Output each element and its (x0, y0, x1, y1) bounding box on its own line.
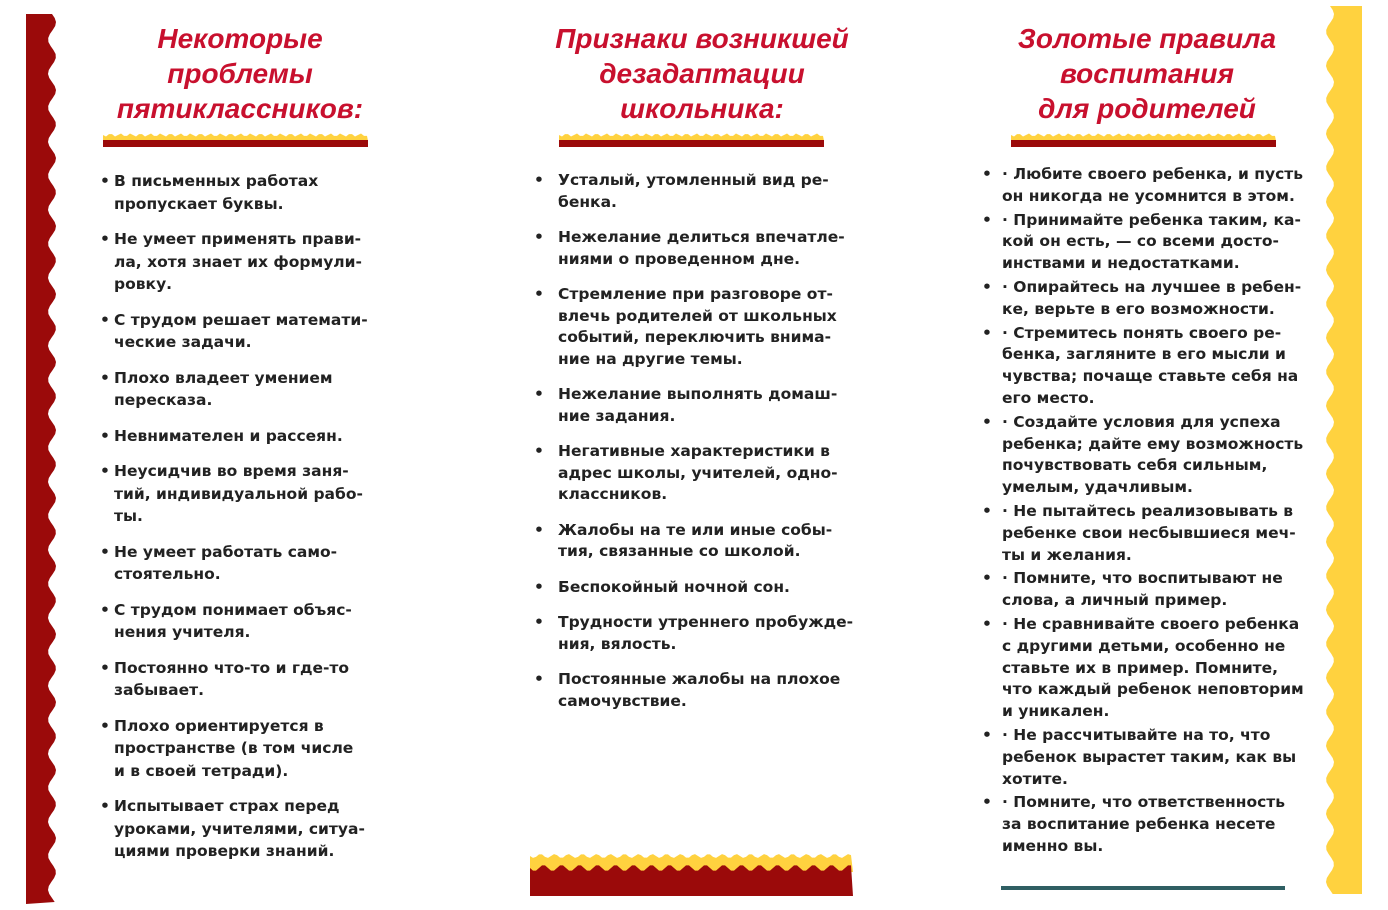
list-item: • Невнимателен и рассеян. (100, 425, 400, 448)
list-item: • Испытывает страх перед уроками, учителями, ситуа- циями проверки знаний. (100, 795, 400, 863)
problems-list (100, 170, 400, 876)
list-item: • · Создайте условия для успеха ребенка; дайте ему возможность почувствовать себя сильным, умелым, удачливым. (982, 412, 1332, 499)
maladaptation-title: Признаки возникшей дезадаптации школьника: (555, 23, 849, 124)
golden-rules-title: Золотые правила воспитания для родителей (1017, 23, 1277, 124)
list-item: • · Стремитесь понять своего ре- бенка, загляните в его мысли и чувства; почаще ставьте себя на его место. (982, 323, 1332, 410)
list-item: • · Любите своего ребенка, и пусть он никогда не усомнится в этом. (982, 164, 1332, 208)
list-item: • · Не сравнивайте своего ребенка с другими детьми, особенно не ставьте их в пример. Помните, что каждый ребенок неповторим и уникален. (982, 614, 1332, 723)
list-item: • Жалобы на те или иные собы- тия, связанные со школой. (533, 520, 883, 563)
list-item: • Негативные характеристики в адрес школы, учителей, одно- классников. (533, 441, 883, 506)
left-wavy-border (26, 14, 60, 904)
list-item: • Стремление при разговоре от- влечь родителей от школьных событий, переключить внима- ние на другие темы. (533, 284, 883, 370)
list-item: • Нежелание выполнять домаш- ние задания. (533, 384, 883, 427)
golden-rules-panel (962, 0, 1332, 855)
golden-rules-title-separator (1011, 132, 1276, 148)
list-item: • Не умеет работать само- стоятельно. (100, 541, 400, 586)
list-item: • Усталый, утомленный вид ре- бенка. (533, 170, 883, 213)
bottom-divider (1001, 886, 1285, 890)
list-item: • Трудности утреннего пробужде- ния, вялость. (533, 612, 883, 655)
maladaptation-list (533, 170, 883, 726)
bottom-wave-decoration (530, 852, 853, 896)
list-item: • Плохо владеет умением пересказа. (100, 367, 400, 412)
list-item: • · Не пытайтесь реализовывать в ребенке свои несбывшиеся меч- ты и желания. (982, 501, 1332, 566)
list-item: • Постоянно что-то и где-то забывает. (100, 657, 400, 702)
list-item: • · Помните, что ответственность за воспитание ребенка несете именно вы. (982, 792, 1332, 857)
problems-title: Некоторые проблемы пятиклассников: (116, 23, 364, 124)
list-item: • С трудом решает математи- ческие задачи. (100, 309, 400, 354)
list-item: • · Не рассчитывайте на то, что ребенок вырастет таким, как вы хотите. (982, 725, 1332, 790)
list-item: • · Принимайте ребенка таким, ка- кой он есть, — со всеми досто- инствами и недостатками. (982, 210, 1332, 275)
list-item: • Нежелание делиться впечатле- ниями о проведенном дне. (533, 227, 883, 270)
problems-panel (80, 0, 400, 860)
maladaptation-panel (510, 0, 894, 710)
list-item: • Плохо ориентируется в пространстве (в том числе и в своей тетради). (100, 715, 400, 783)
list-item: • · Помните, что воспитывают не слова, а личный пример. (982, 568, 1332, 612)
golden-rules-list (982, 164, 1332, 860)
list-item: • Беспокойный ночной сон. (533, 577, 883, 599)
list-item: • Постоянные жалобы на плохое самочувствие. (533, 669, 883, 712)
list-item: • Не умеет применять прави- ла, хотя знает их формули- ровку. (100, 228, 400, 296)
list-item: • В письменных работах пропускает буквы. (100, 170, 400, 215)
list-item: • С трудом понимает объяс- нения учителя. (100, 599, 400, 644)
problems-title-separator (103, 132, 368, 148)
maladaptation-title-separator (559, 132, 824, 148)
list-item: • Неусидчив во время заня- тий, индивидуальной рабо- ты. (100, 460, 400, 528)
list-item: • · Опирайтесь на лучшее в ребен- ке, верьте в его возможности. (982, 277, 1332, 321)
